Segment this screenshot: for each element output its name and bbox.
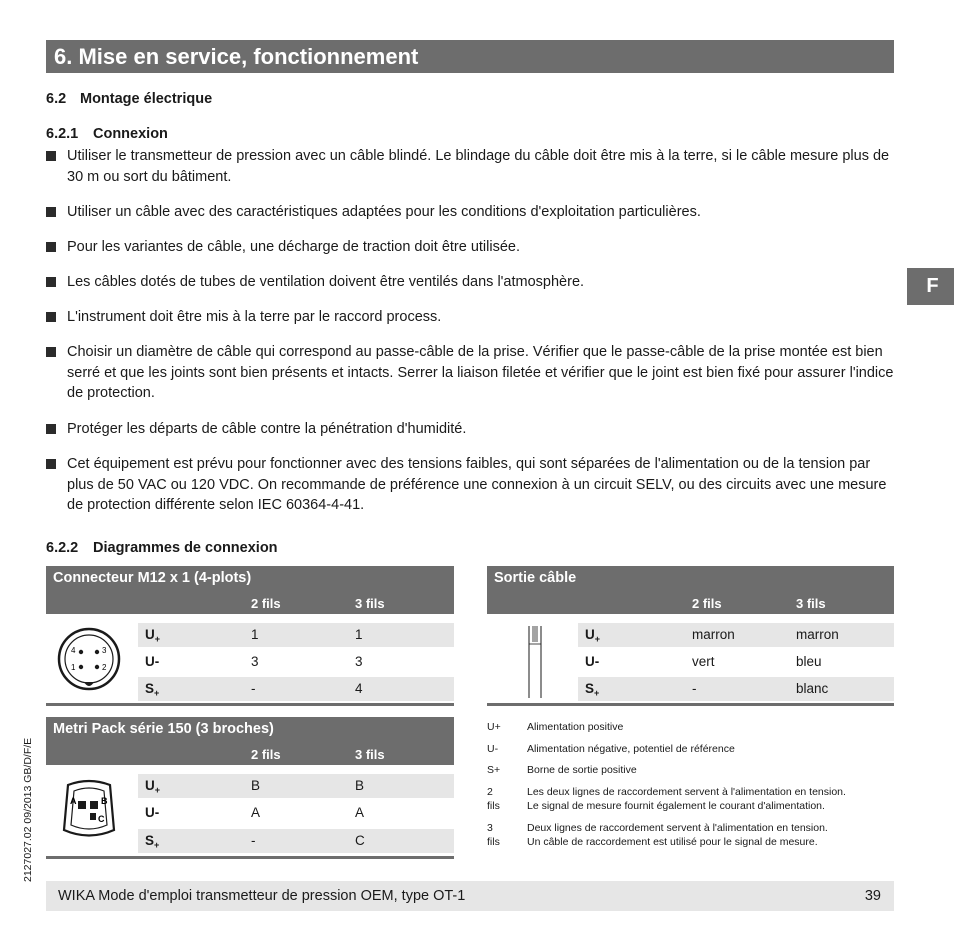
table-title: Connecteur M12 x 1 (4-plots): [53, 570, 252, 586]
cell-2-wires: marron: [692, 627, 735, 642]
metripack-connector-icon: [56, 775, 122, 845]
table-row: [138, 829, 454, 853]
cell-3-wires: blanc: [796, 681, 829, 696]
m12-connector-icon: [56, 626, 122, 692]
cell-2-wires: A: [251, 805, 261, 820]
table-header: [46, 566, 454, 614]
col-header-3-wires: 3 fils: [355, 747, 385, 762]
table-header: [487, 566, 894, 614]
language-tab: F: [907, 268, 954, 305]
col-header-3-wires: 3 fils: [355, 596, 385, 611]
table-title: Sortie câble: [494, 570, 577, 586]
bullet-square-icon: [46, 312, 56, 322]
bullet-item: Choisir un diamètre de câble qui correspond au passe-câble de la prise. Vérifier que le passe-câble de la prise montée est bien serré et que les joints sont bien présents et intacts. Serrer la liaison filetée et vérifier que le joint est bien fixé pour assurer l'indice de protection.: [46, 342, 894, 404]
pin-label: A: [70, 796, 77, 806]
cell-2-wires: -: [251, 681, 256, 696]
subsection-heading-diagrams: [46, 540, 278, 556]
bullet-item: Les câbles dotés de tubes de ventilation doivent être ventilés dans l'atmosphère.: [46, 272, 894, 293]
table-bottom-rule: [46, 703, 454, 706]
chapter-title: 6. Mise en service, fonctionnement: [46, 40, 894, 73]
cell-3-wires: B: [355, 778, 365, 793]
legend-desc: Deux lignes de raccordement servent à l'alimentation en tension.: [527, 822, 828, 834]
table-row: [578, 623, 894, 647]
legend-desc: Alimentation positive: [527, 721, 624, 733]
cell-3-wires: A: [355, 805, 365, 820]
document-code: 2127027.02 09/2013 GB/D/F/E: [22, 737, 34, 882]
cell-3-wires: C: [355, 833, 365, 848]
subsection-heading-connexion: [46, 126, 168, 142]
cell-3-wires: marron: [796, 627, 839, 642]
bullet-square-icon: [46, 424, 56, 434]
page-number: 39: [864, 888, 881, 904]
cell-3-wires: 4: [355, 681, 363, 696]
pin-label: B: [101, 796, 108, 806]
legend-key: 2 fils: [487, 786, 500, 812]
legend-desc: Le signal de mesure fournit également le courant d'alimentation.: [527, 800, 825, 812]
cell-2-wires: vert: [692, 654, 715, 669]
cell-3-wires: 1: [355, 627, 363, 642]
bullet-item: L'instrument doit être mis à la terre par le raccord process.: [46, 307, 894, 328]
cell-3-wires: 3: [355, 654, 363, 669]
legend-key: S+: [487, 764, 501, 776]
col-header-3-wires: 3 fils: [796, 596, 826, 611]
bullet-square-icon: [46, 151, 56, 161]
col-header-2-wires: 2 fils: [251, 596, 281, 611]
col-header-2-wires: 2 fils: [251, 747, 281, 762]
table-header: [46, 717, 454, 765]
table-title: Metri Pack série 150 (3 broches): [53, 721, 274, 737]
signal-label: $U_+$: [585, 627, 601, 644]
signal-label: $S_+$: [145, 681, 160, 698]
pin-label: 3: [102, 646, 107, 655]
signal-label: U-: [145, 805, 160, 820]
bullet-item: Pour les variantes de câble, une décharge de traction doit être utilisée.: [46, 237, 894, 258]
legend-desc: Un câble de raccordement est utilisé pour le signal de mesure.: [527, 836, 818, 848]
cell-3-wires: bleu: [796, 654, 822, 669]
footer-text: WIKA Mode d'emploi transmetteur de pression OEM, type OT-1: [58, 888, 466, 904]
table-bottom-rule: [487, 703, 894, 706]
legend-key: U+: [487, 721, 501, 733]
table-row: [138, 774, 454, 798]
signal-label: $U_+$: [145, 627, 161, 644]
cell-2-wires: -: [251, 833, 256, 848]
signal-label: $S_+$: [585, 681, 600, 698]
bullet-square-icon: [46, 277, 56, 287]
metripack-connection-table: [46, 717, 454, 861]
pin-label: C: [98, 814, 105, 824]
bullet-item: Utiliser le transmetteur de pression avec un câble blindé. Le blindage du câble doit être mis à la terre, si le câble mesure plus de 30 m ou sort du bâtiment.: [46, 146, 894, 187]
pin-label: 1: [71, 663, 76, 672]
section-title: Montage électrique: [80, 91, 213, 107]
bullet-square-icon: [46, 207, 56, 217]
table-row: [138, 623, 454, 647]
signal-label: U-: [585, 654, 600, 669]
cell-2-wires: B: [251, 778, 261, 793]
pin-label: 2: [102, 663, 107, 672]
col-header-2-wires: 2 fils: [692, 596, 722, 611]
subsection-title: Connexion: [93, 126, 168, 142]
section-number: 6.2: [46, 91, 67, 107]
table-row: [138, 801, 454, 825]
table-row: [578, 650, 894, 674]
subsection-title: Diagrammes de connexion: [93, 540, 278, 556]
section-heading: [46, 91, 212, 107]
cable-icon: [525, 624, 545, 700]
table-row: [138, 677, 454, 701]
subsection-number: 6.2.2: [46, 540, 79, 556]
bullet-square-icon: [46, 347, 56, 357]
bullet-square-icon: [46, 459, 56, 469]
legend-desc: Les deux lignes de raccordement servent à l'alimentation en tension.: [527, 786, 846, 798]
legend-desc: Borne de sortie positive: [527, 764, 637, 776]
pin-label: 4: [71, 646, 76, 655]
signal-label: U-: [145, 654, 160, 669]
subsection-number: 6.2.1: [46, 126, 79, 142]
m12-connection-table: [46, 566, 454, 708]
cable-connection-table: [487, 566, 894, 708]
signal-label: $U_+$: [145, 778, 161, 795]
cell-2-wires: 3: [251, 654, 259, 669]
cell-2-wires: -: [692, 681, 697, 696]
legend-desc: Alimentation négative, potentiel de référence: [527, 743, 735, 755]
table-row: [578, 677, 894, 701]
cell-2-wires: 1: [251, 627, 259, 642]
bullet-item: Cet équipement est prévu pour fonctionner avec des tensions faibles, qui sont séparées de l'alimentation ou de la tension par plus de 50 VAC ou 120 VDC. On recommande de préférence une connexion à un circuit SELV, ou des circuits avec une mesure de protection différente selon IEC 60364-4-41.: [46, 454, 894, 516]
table-row: [138, 650, 454, 674]
legend-key: 3 fils: [487, 822, 500, 848]
bullet-item: Protéger les départs de câble contre la pénétration d'humidité.: [46, 419, 894, 440]
bullet-item: Utiliser un câble avec des caractéristiques adaptées pour les conditions d'exploitation particulières.: [46, 202, 894, 223]
signal-label: $S_+$: [145, 833, 160, 850]
table-bottom-rule: [46, 856, 454, 859]
legend-key: U-: [487, 743, 499, 755]
page-footer: [46, 881, 894, 911]
bullet-square-icon: [46, 242, 56, 252]
